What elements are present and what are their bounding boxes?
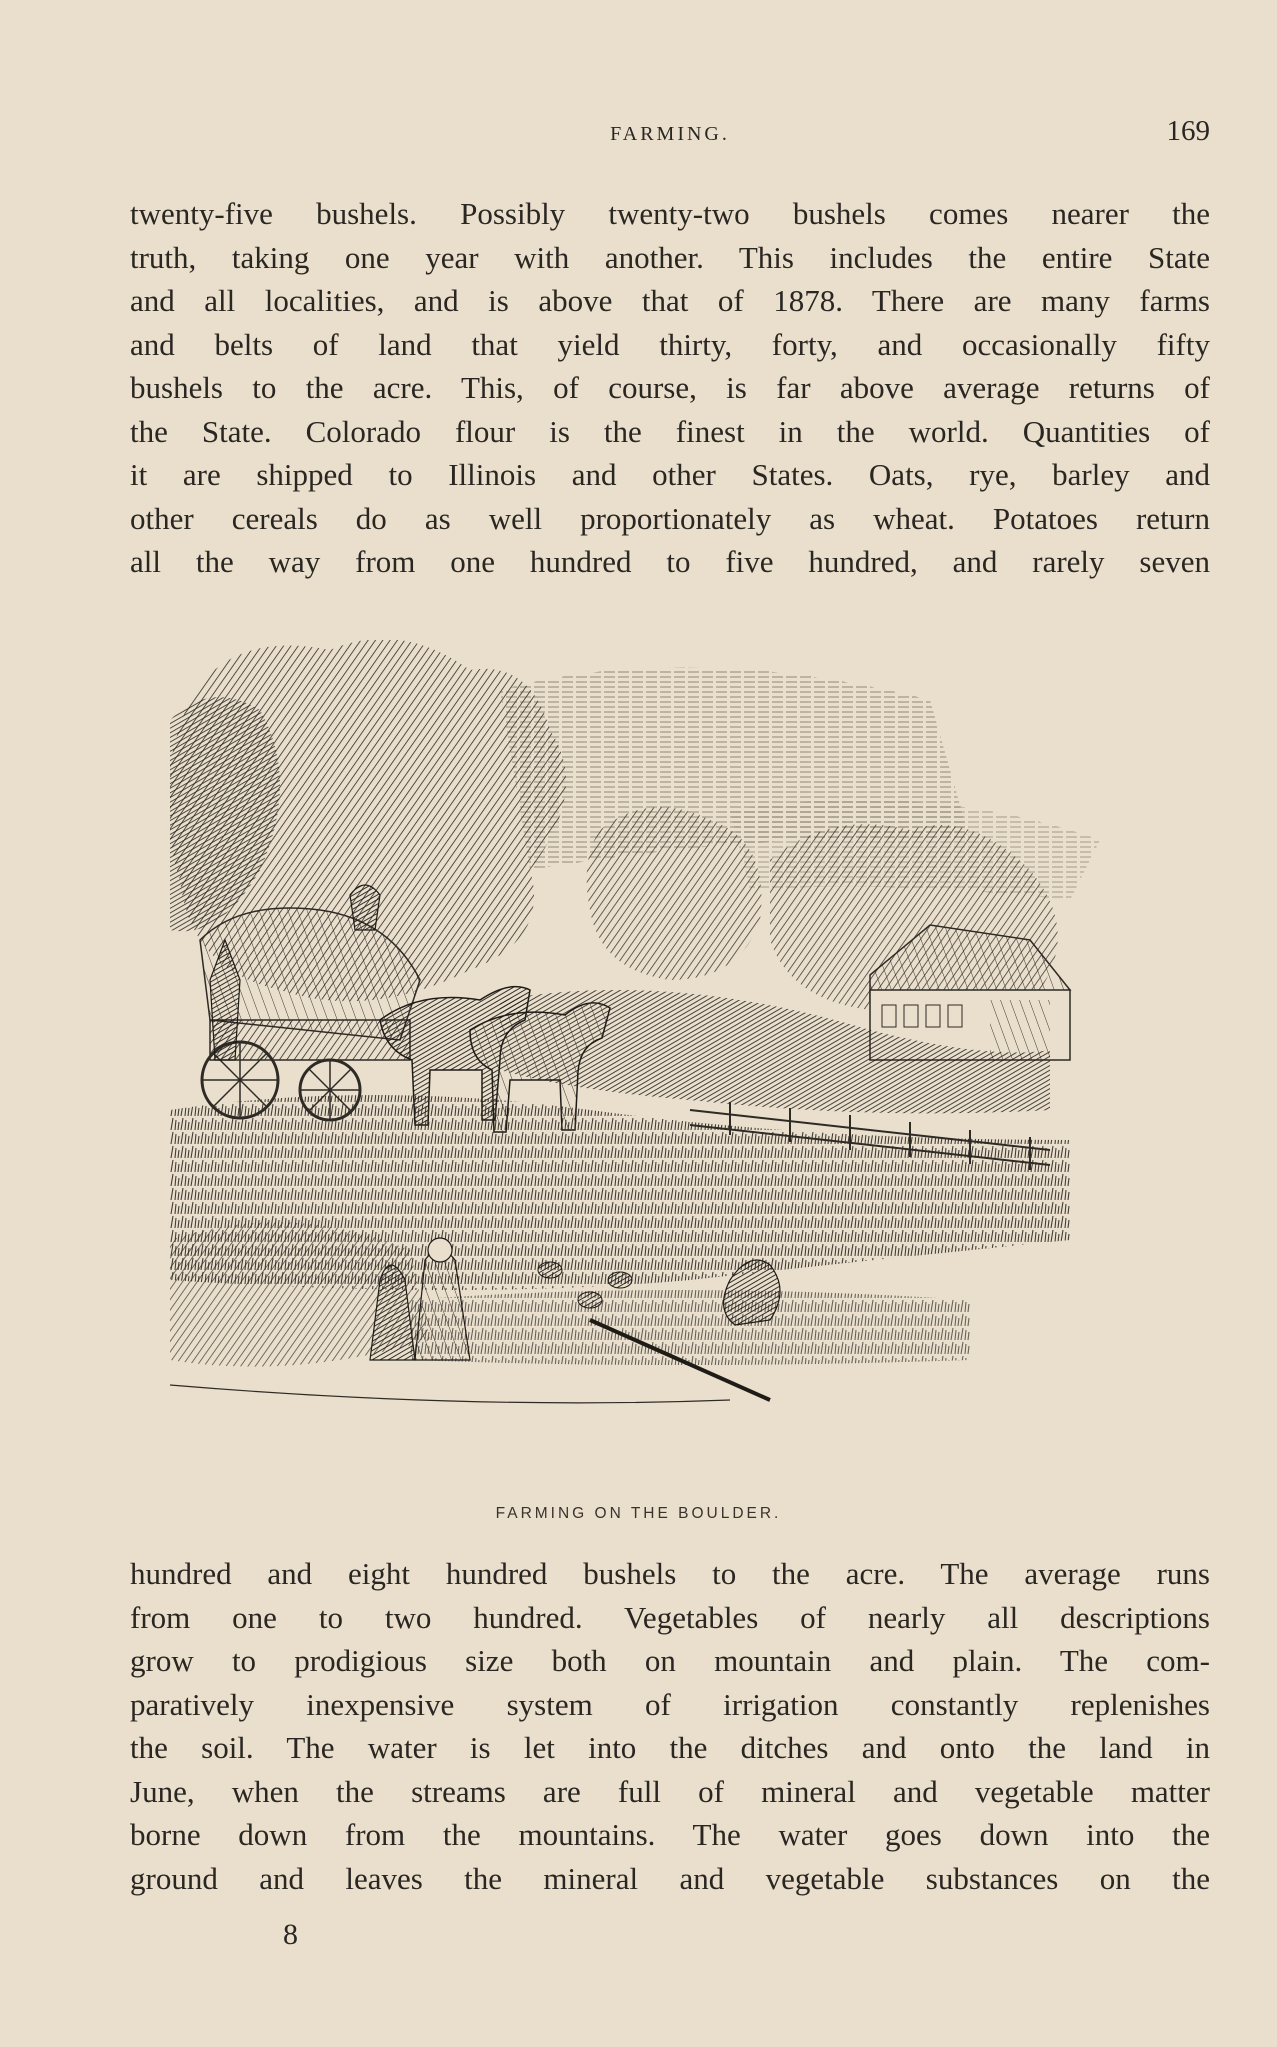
top-paragraph: [130, 192, 1210, 584]
text-line: from one to two hundred. Vegetables of nearly all descriptions: [130, 1599, 1210, 1635]
text-line: hundred and eight hundred bushels to the acre. The average runs: [130, 1556, 1210, 1591]
text-line: borne down from the mountains. The water goes down into the: [130, 1817, 1210, 1852]
text-line: the soil. The water is let into the ditches and onto the land in: [130, 1730, 1210, 1765]
running-head: FARMING.: [610, 123, 730, 145]
text-line: truth, taking one year with another. This includes the entire State: [130, 239, 1210, 275]
text-line: grow to prodigious size both on mountain and plain. The com-: [130, 1643, 1210, 1678]
text-line: all the way from one hundred to five hundred, and rarely seven: [130, 544, 1210, 579]
bottom-paragraph: [130, 1552, 1210, 1900]
text-line: June, when the streams are full of mineral and vegetable matter: [130, 1773, 1210, 1809]
text-line: bushels to the acre. This, of course, is far above average returns of: [130, 370, 1210, 405]
page-number: 169: [1166, 115, 1210, 147]
farm-engraving-illustration: [170, 640, 1180, 1480]
text-line: and all localities, and is above that of 1878. There are many farms: [130, 283, 1210, 318]
text-line: it are shipped to Illinois and other States. Oats, rye, barley and: [130, 457, 1210, 492]
text-line: twenty-five bushels. Possibly twenty-two bushels comes nearer the: [130, 196, 1210, 231]
text-line: ground and leaves the mineral and vegetable substances on the: [130, 1860, 1210, 1896]
text-line: other cereals do as well proportionately as wheat. Potatoes return: [130, 500, 1210, 536]
text-line: the State. Colorado flour is the finest in the world. Quantities of: [130, 413, 1210, 449]
signature-mark: 8: [283, 1918, 298, 1951]
page-header: [130, 115, 1210, 155]
illustration-caption: FARMING ON THE BOULDER.: [495, 1505, 782, 1522]
text-line: paratively inexpensive system of irrigation constantly replenishes: [130, 1686, 1210, 1722]
text-line: and belts of land that yield thirty, forty, and occasionally fifty: [130, 326, 1210, 362]
